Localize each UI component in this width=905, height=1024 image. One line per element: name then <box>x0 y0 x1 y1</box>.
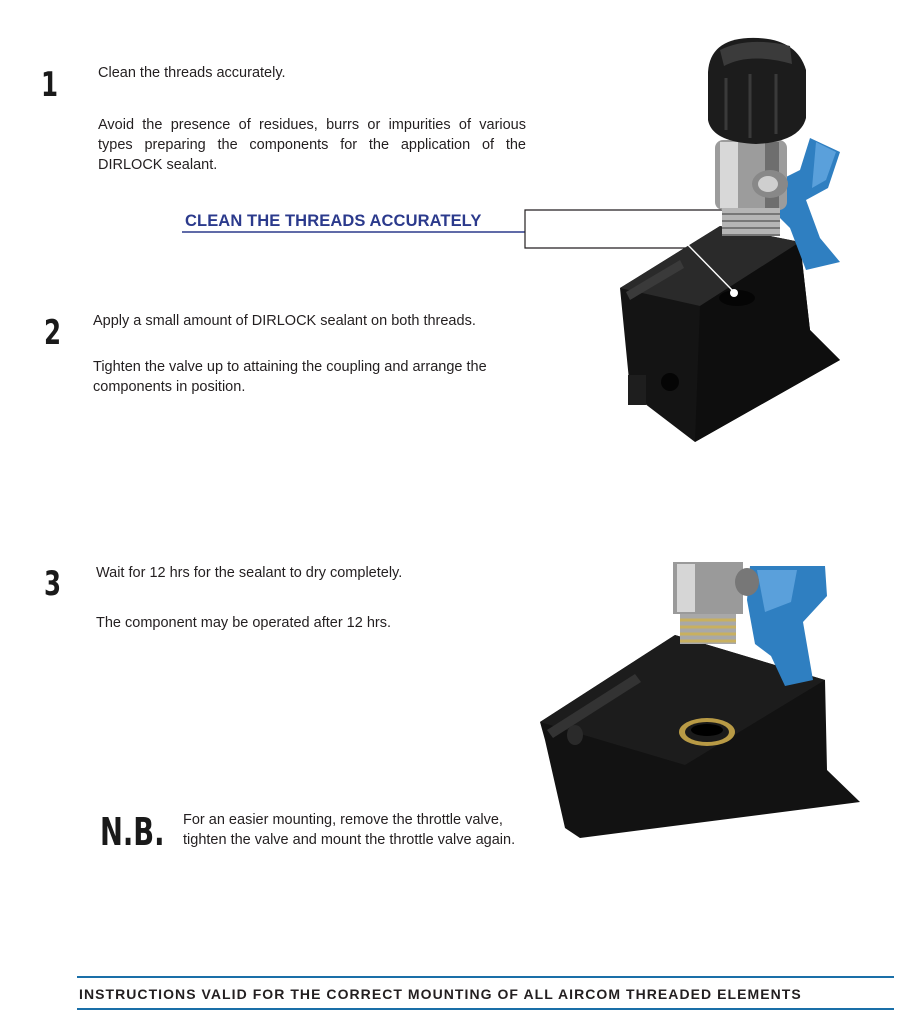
step-2-heading: Apply a small amount of DIRLOCK sealant on both threads. <box>93 313 476 329</box>
note-text: For an easier mounting, remove the throttle valve, tighten the valve and mount the throttle valve again. <box>183 812 516 848</box>
step-3-number: 3 <box>44 564 62 604</box>
callout-label: CLEAN THE THREADS ACCURATELY <box>185 212 482 230</box>
step-1-number: 1 <box>41 65 59 105</box>
sealed-thread-illustration <box>535 560 865 845</box>
step-3-heading: Wait for 12 hrs for the sealant to dry completely. <box>96 565 403 581</box>
footer-bottom-rule <box>77 1008 894 1010</box>
step-2-number: 2 <box>44 313 62 353</box>
step-1-heading: Clean the threads accurately. <box>98 65 286 81</box>
step-1-body: Avoid the presence of residues, burrs or impurities of various types preparing the components for the application of the DIRLOCK sealant. <box>98 117 526 173</box>
valve-on-block-illustration <box>600 30 860 450</box>
footer-text: INSTRUCTIONS VALID FOR THE CORRECT MOUNTING OF ALL AIRCOM THREADED ELEMENTS <box>79 986 802 1002</box>
step-2-body: Tighten the valve up to attaining the coupling and arrange the components in position. <box>93 359 487 395</box>
footer-top-rule <box>77 976 894 978</box>
note-label: N.B. <box>100 810 165 854</box>
step-3-body: The component may be operated after 12 hrs. <box>96 615 392 631</box>
